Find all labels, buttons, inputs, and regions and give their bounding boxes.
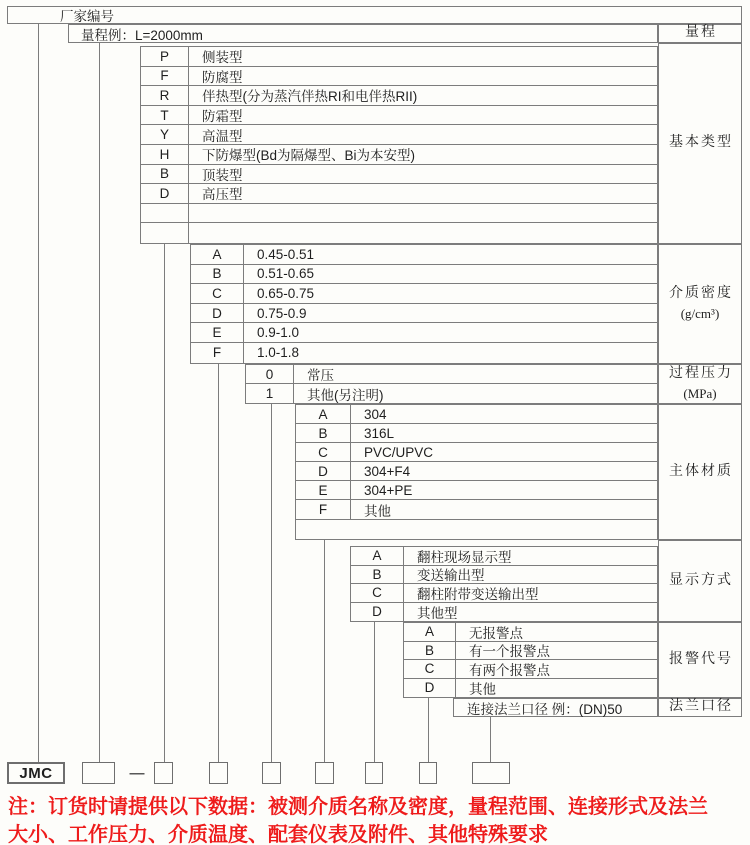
table-row: P 侧装型	[141, 47, 657, 67]
table-row: F 1.0-1.8	[191, 343, 657, 363]
table-row: C PVC/UPVC	[296, 443, 657, 462]
table-row: D 0.75-0.9	[191, 304, 657, 324]
table-row: A 无报警点	[404, 623, 657, 642]
table-row: A 304	[296, 405, 657, 424]
table-row: Y 高温型	[141, 125, 657, 145]
manufacturer-number-row	[7, 6, 742, 24]
table-row: C 0.65-0.75	[191, 284, 657, 304]
density-unit: (g/cm³)	[680, 305, 720, 321]
table-row: 0 常压	[246, 365, 657, 384]
connector-line-alarm	[428, 698, 429, 762]
table-row: R 伴热型(分为蒸汽伴热RI和电伴热RII)	[141, 86, 657, 106]
table-row: D 其他型	[351, 603, 657, 622]
table-row: D 304+F4	[296, 462, 657, 481]
table-row: F 防腐型	[141, 67, 657, 87]
medium-density-side-label: 介质密度 (g/cm³)	[658, 244, 742, 364]
code-box-display	[365, 762, 383, 784]
table-row: E 0.9-1.0	[191, 323, 657, 343]
table-row: B 有一个报警点	[404, 642, 657, 661]
ordering-note-line1: 注：订货时请提供以下数据：被测介质名称及密度，量程范围、连接形式及法兰	[8, 796, 708, 818]
code-box-material	[315, 762, 334, 784]
table-row-empty	[141, 223, 657, 243]
table-row: A 翻柱现场显示型	[351, 547, 657, 566]
connector-line-flange	[490, 717, 491, 762]
medium-density-table	[190, 244, 658, 364]
range-side-label: 量程	[658, 24, 742, 43]
connector-line-pressure	[271, 404, 272, 762]
table-row: H 下防爆型(Bd为隔爆型、Bi为本安型)	[141, 145, 657, 165]
connector-line-material	[324, 540, 325, 762]
table-row-empty	[141, 204, 657, 224]
table-row: E 304+PE	[296, 481, 657, 500]
alarm-code-side-label: 报警代号	[658, 622, 742, 698]
code-box-flange	[472, 762, 510, 784]
pressure-unit: (MPa)	[683, 385, 717, 401]
range-example-text: 量程例：L=2000mm	[81, 27, 203, 43]
ordering-note	[8, 794, 748, 845]
connector-line-density	[218, 364, 219, 762]
connector-line-basic-type	[164, 244, 165, 762]
table-row: D 其他	[404, 679, 657, 698]
code-box-manufacturer	[82, 762, 115, 784]
table-row: D 高压型	[141, 184, 657, 204]
process-pressure-side-label: 过程压力 (MPa)	[658, 364, 742, 404]
flange-size-side-label: 法兰口径	[658, 698, 742, 717]
model-prefix-box: JMC	[7, 762, 65, 784]
code-box-alarm	[419, 762, 437, 784]
table-row: B 316L	[296, 424, 657, 443]
range-row	[68, 24, 658, 43]
basic-type-table	[140, 46, 658, 244]
basic-type-side-label: 基本类型	[658, 43, 742, 244]
table-row: B 顶装型	[141, 165, 657, 185]
flange-size-row	[453, 698, 658, 717]
connector-line-range	[99, 43, 100, 762]
table-row: F 其他	[296, 500, 657, 519]
table-row: C 有两个报警点	[404, 660, 657, 679]
ordering-note-line2: 大小、工作压力、介质温度、配套仪表及附件、其他特殊要求	[8, 823, 548, 845]
table-row: T 防霜型	[141, 106, 657, 126]
code-separator: —	[129, 764, 145, 782]
table-row: C 翻柱附带变送输出型	[351, 584, 657, 603]
connector-line-display	[374, 622, 375, 762]
body-material-table	[295, 404, 658, 540]
table-row: B 0.51-0.65	[191, 265, 657, 285]
display-mode-table	[350, 546, 658, 622]
table-row: 1 其他(另注明)	[246, 384, 657, 403]
code-box-basic-type	[154, 762, 173, 784]
code-box-pressure	[262, 762, 281, 784]
connector-line-manufacturer	[38, 24, 39, 762]
body-material-side-label: 主体材质	[658, 404, 742, 540]
table-row: B 变送输出型	[351, 566, 657, 585]
alarm-code-table	[403, 622, 658, 698]
table-row-empty	[296, 520, 657, 539]
code-box-density	[209, 762, 228, 784]
flange-size-text: 连接法兰口径 例：(DN)50	[467, 701, 623, 717]
display-mode-side-label: 显示方式	[658, 540, 742, 622]
manufacturer-number-label: 厂家编号	[60, 9, 114, 24]
table-row: A 0.45-0.51	[191, 245, 657, 265]
process-pressure-table	[245, 364, 658, 404]
